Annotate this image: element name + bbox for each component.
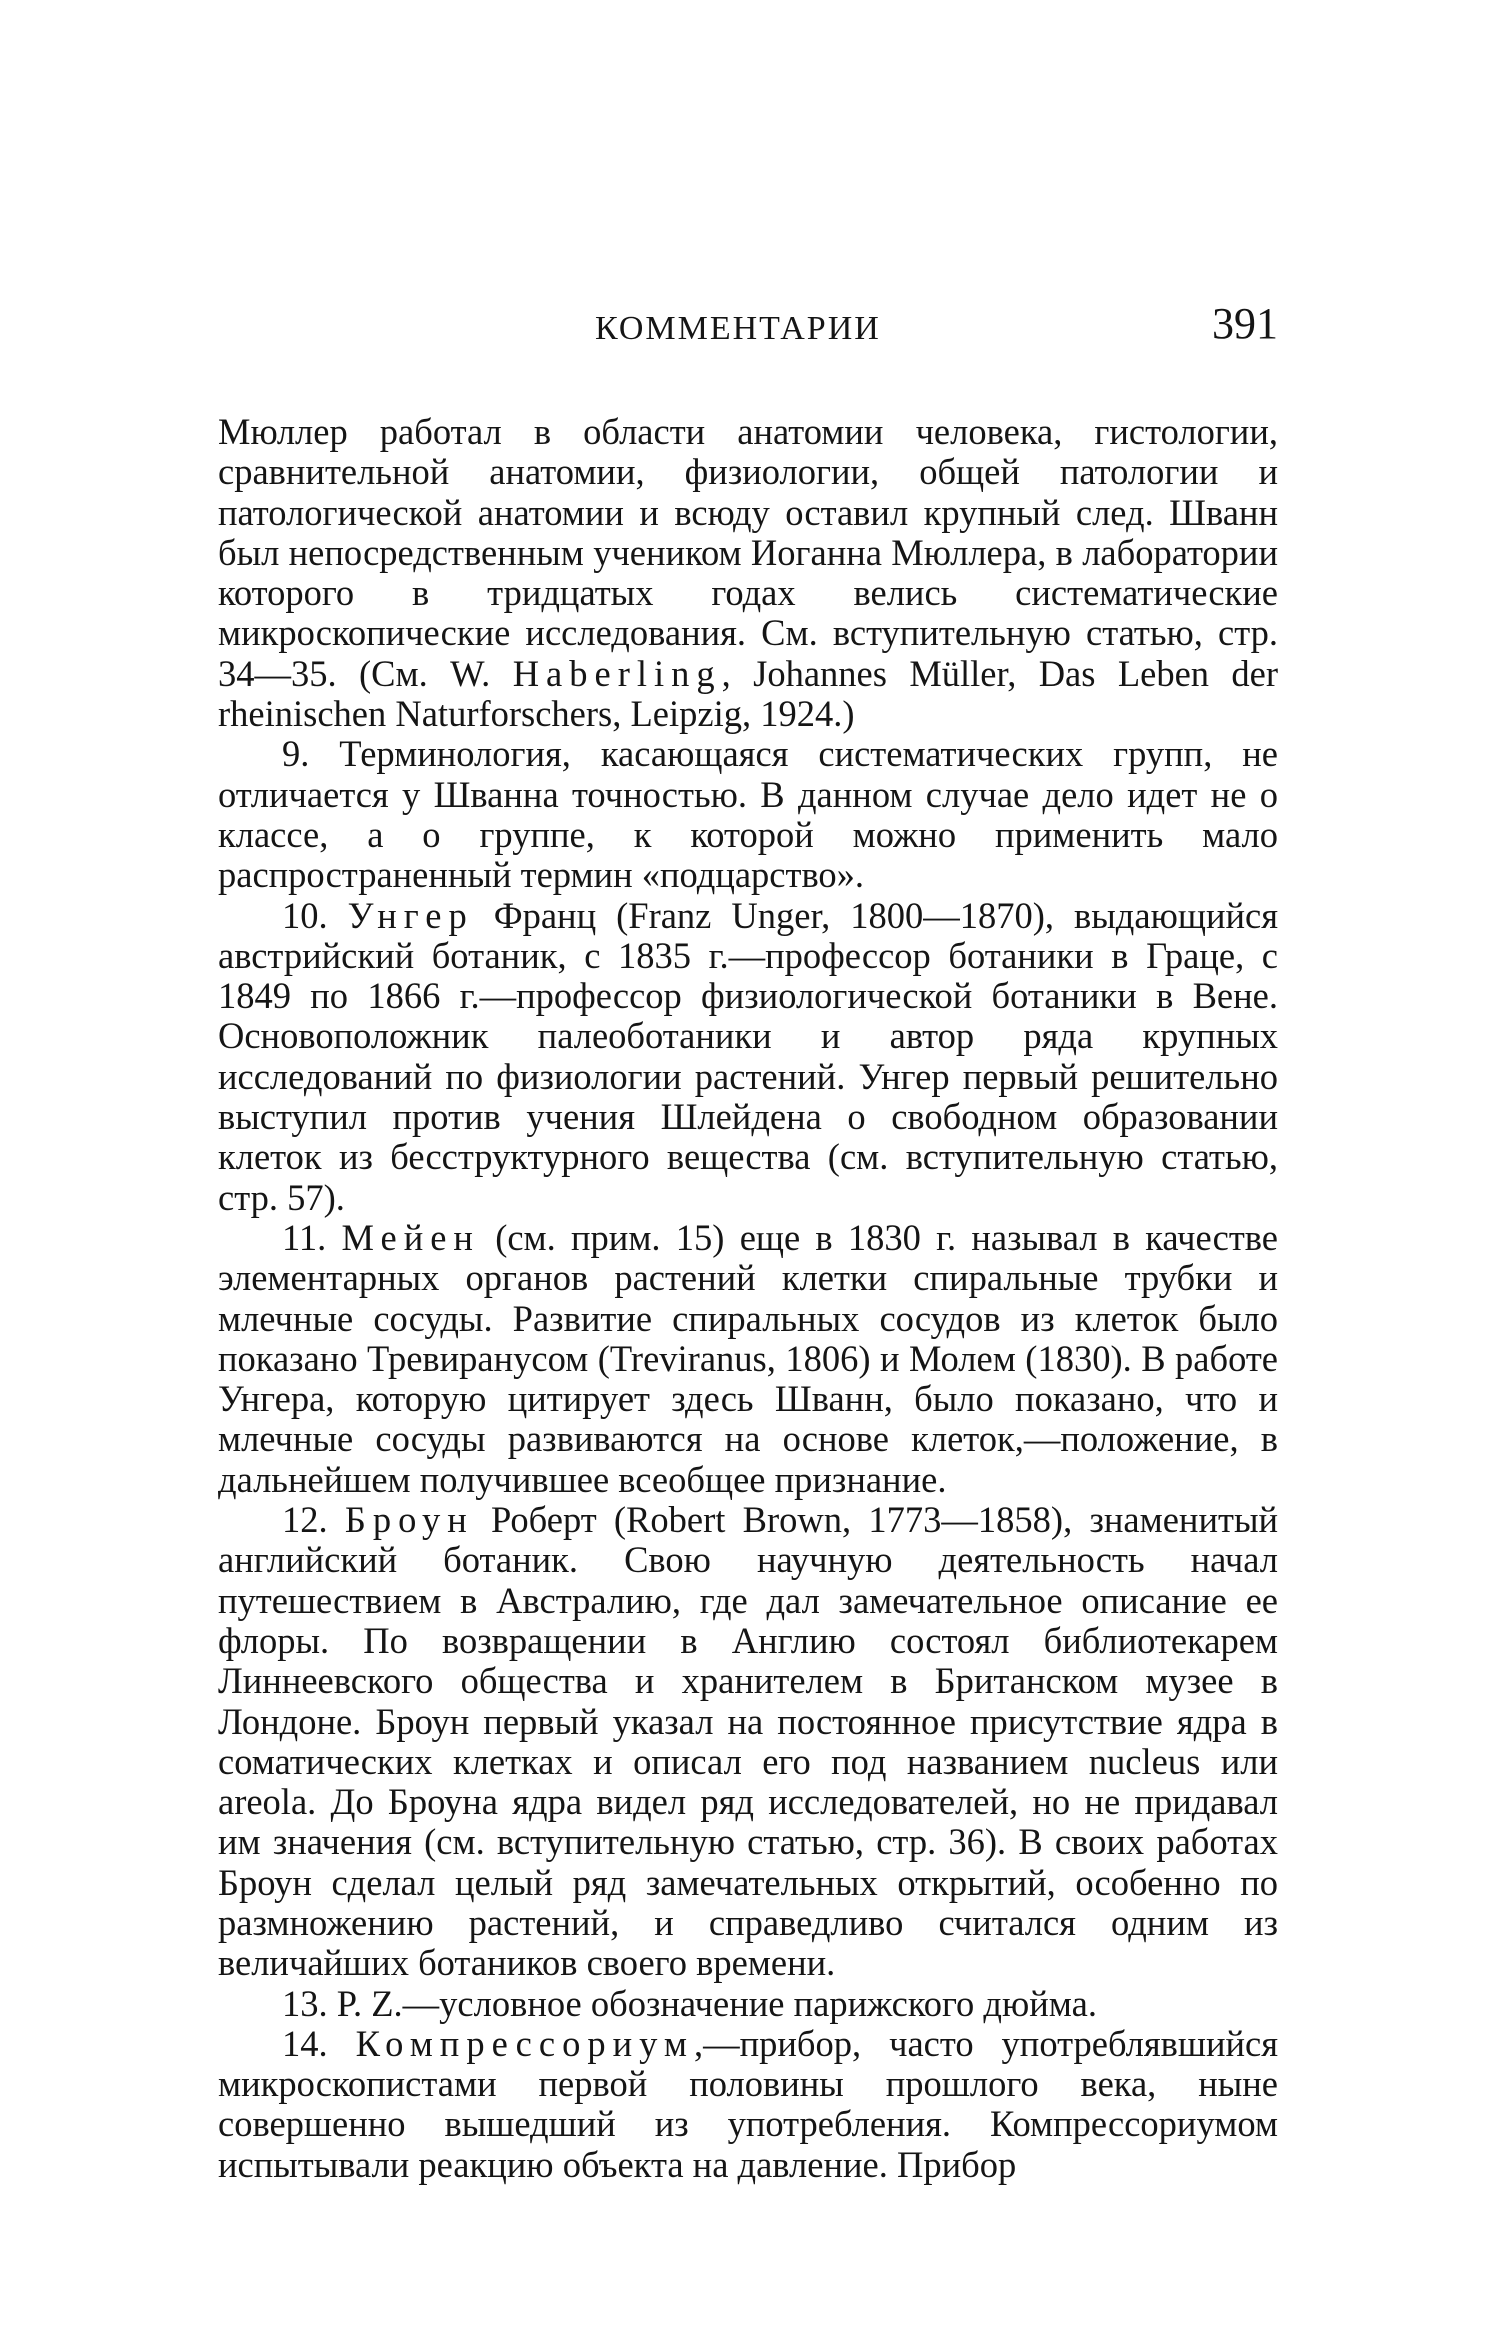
note-number: 12. bbox=[282, 1499, 345, 1541]
paragraph-text: Франц (Franz Unger, 1800—1870), выдающийся австрийский ботаник, с 1835 г.—профессор ботаники в Граце, с 1849 по 1866 г.—профессор физиологической ботаники в Вене. Основоположник палеоботаники и автор ряда крупных исследований по физиологии растений. Унгер первый решительно выступил против учения Шлейдена о свободном образовании клеток из бесструктурного вещества (см. вступительную статью, стр. 57). bbox=[218, 894, 1279, 1218]
note-12 bbox=[218, 1500, 1278, 1984]
term-name: Компрессориум bbox=[355, 2022, 694, 2064]
paragraph-text: , Johannes Müller, Das Leben der rheinischen Naturforschers, Leipzig, 1924.) bbox=[218, 652, 1278, 735]
person-name: Мейен bbox=[341, 1216, 480, 1258]
paragraph-note-8-continuation bbox=[218, 412, 1278, 734]
note-number: 11. bbox=[282, 1216, 342, 1258]
note-number: 14. bbox=[282, 2022, 356, 2064]
paragraph-text: Мюллер работал в области анатомии человека, гистологии, сравнительной анатомии, физиологии, общей патологии и патологической анатомии и всюду оставил крупный след. Шванн был непосредственным учеником Иоганна Мюллера, в лаборатории которого в тридцатых годах велись систематические микроскопические исследования. См. вступительную статью, стр. 34—35. (См. W. bbox=[218, 411, 1278, 694]
paragraph-text: 13. P. Z.—условное обозначение парижского дюйма. bbox=[282, 1982, 1097, 2024]
paragraph-text: Роберт (Robert Brown, 1773—1858), знаменитый английский ботаник. Свою научную деятельность начал путешествием в Австралию, где дал замечательное описание ее флоры. По возвращении в Англию состоял библиотекарем Линнеевского общества и хранителем в Британском музее в Лондоне. Броун первый указал на постоянное присутствие ядра в соматических клетках и описал его под названием nucleus или areola. До Броуна ядра видел ряд исследователей, но не придавал им значения (см. вступительную статью, стр. 36). В своих работах Броун сделал целый ряд замечательных открытий, особенно по размножению растений, и справедливо считался одним из величайших ботаников своего времени. bbox=[218, 1499, 1278, 1984]
note-10 bbox=[218, 896, 1278, 1218]
commentary-text bbox=[218, 412, 1278, 2185]
person-name: Унгер bbox=[347, 894, 474, 936]
person-name: Броун bbox=[344, 1499, 474, 1541]
running-header-title: КОММЕНТАРИИ bbox=[595, 310, 881, 347]
paragraph-text: 9. Терминология, касающаяся систематических групп, не отличается у Шванна точностью. В данном случае дело идет не о классе, а о группе, к которой можно применить мало распространенный термин «подцарство». bbox=[218, 733, 1278, 896]
page-number: 391 bbox=[1212, 299, 1278, 348]
note-11 bbox=[218, 1218, 1278, 1500]
author-name: Haberling bbox=[512, 652, 722, 694]
note-number: 10. bbox=[282, 894, 348, 936]
paragraph-text: ,—прибор, часто употреблявшийся микроскопистами первой половины прошлого века, ныне совершенно вышедший из употребления. Компрессориумом испытывали реакцию объекта на давление. Прибор bbox=[218, 2022, 1279, 2185]
paragraph-text: (см. прим. 15) еще в 1830 г. называл в качестве элементарных органов растений клетки спиральные трубки и млечные сосуды. Развитие спиральных сосудов из клеток было показано Тревиранусом (Treviranus, 1806) и Молем (1830). В работе Унгера, которую цитирует здесь Шванн, было показано, что и млечные сосуды развиваются на основе клеток,—положение, в дальнейшем получившее всеобщее признание. bbox=[218, 1216, 1278, 1500]
note-14 bbox=[218, 2024, 1278, 2185]
note-9 bbox=[218, 734, 1278, 895]
note-13 bbox=[218, 1984, 1278, 2024]
